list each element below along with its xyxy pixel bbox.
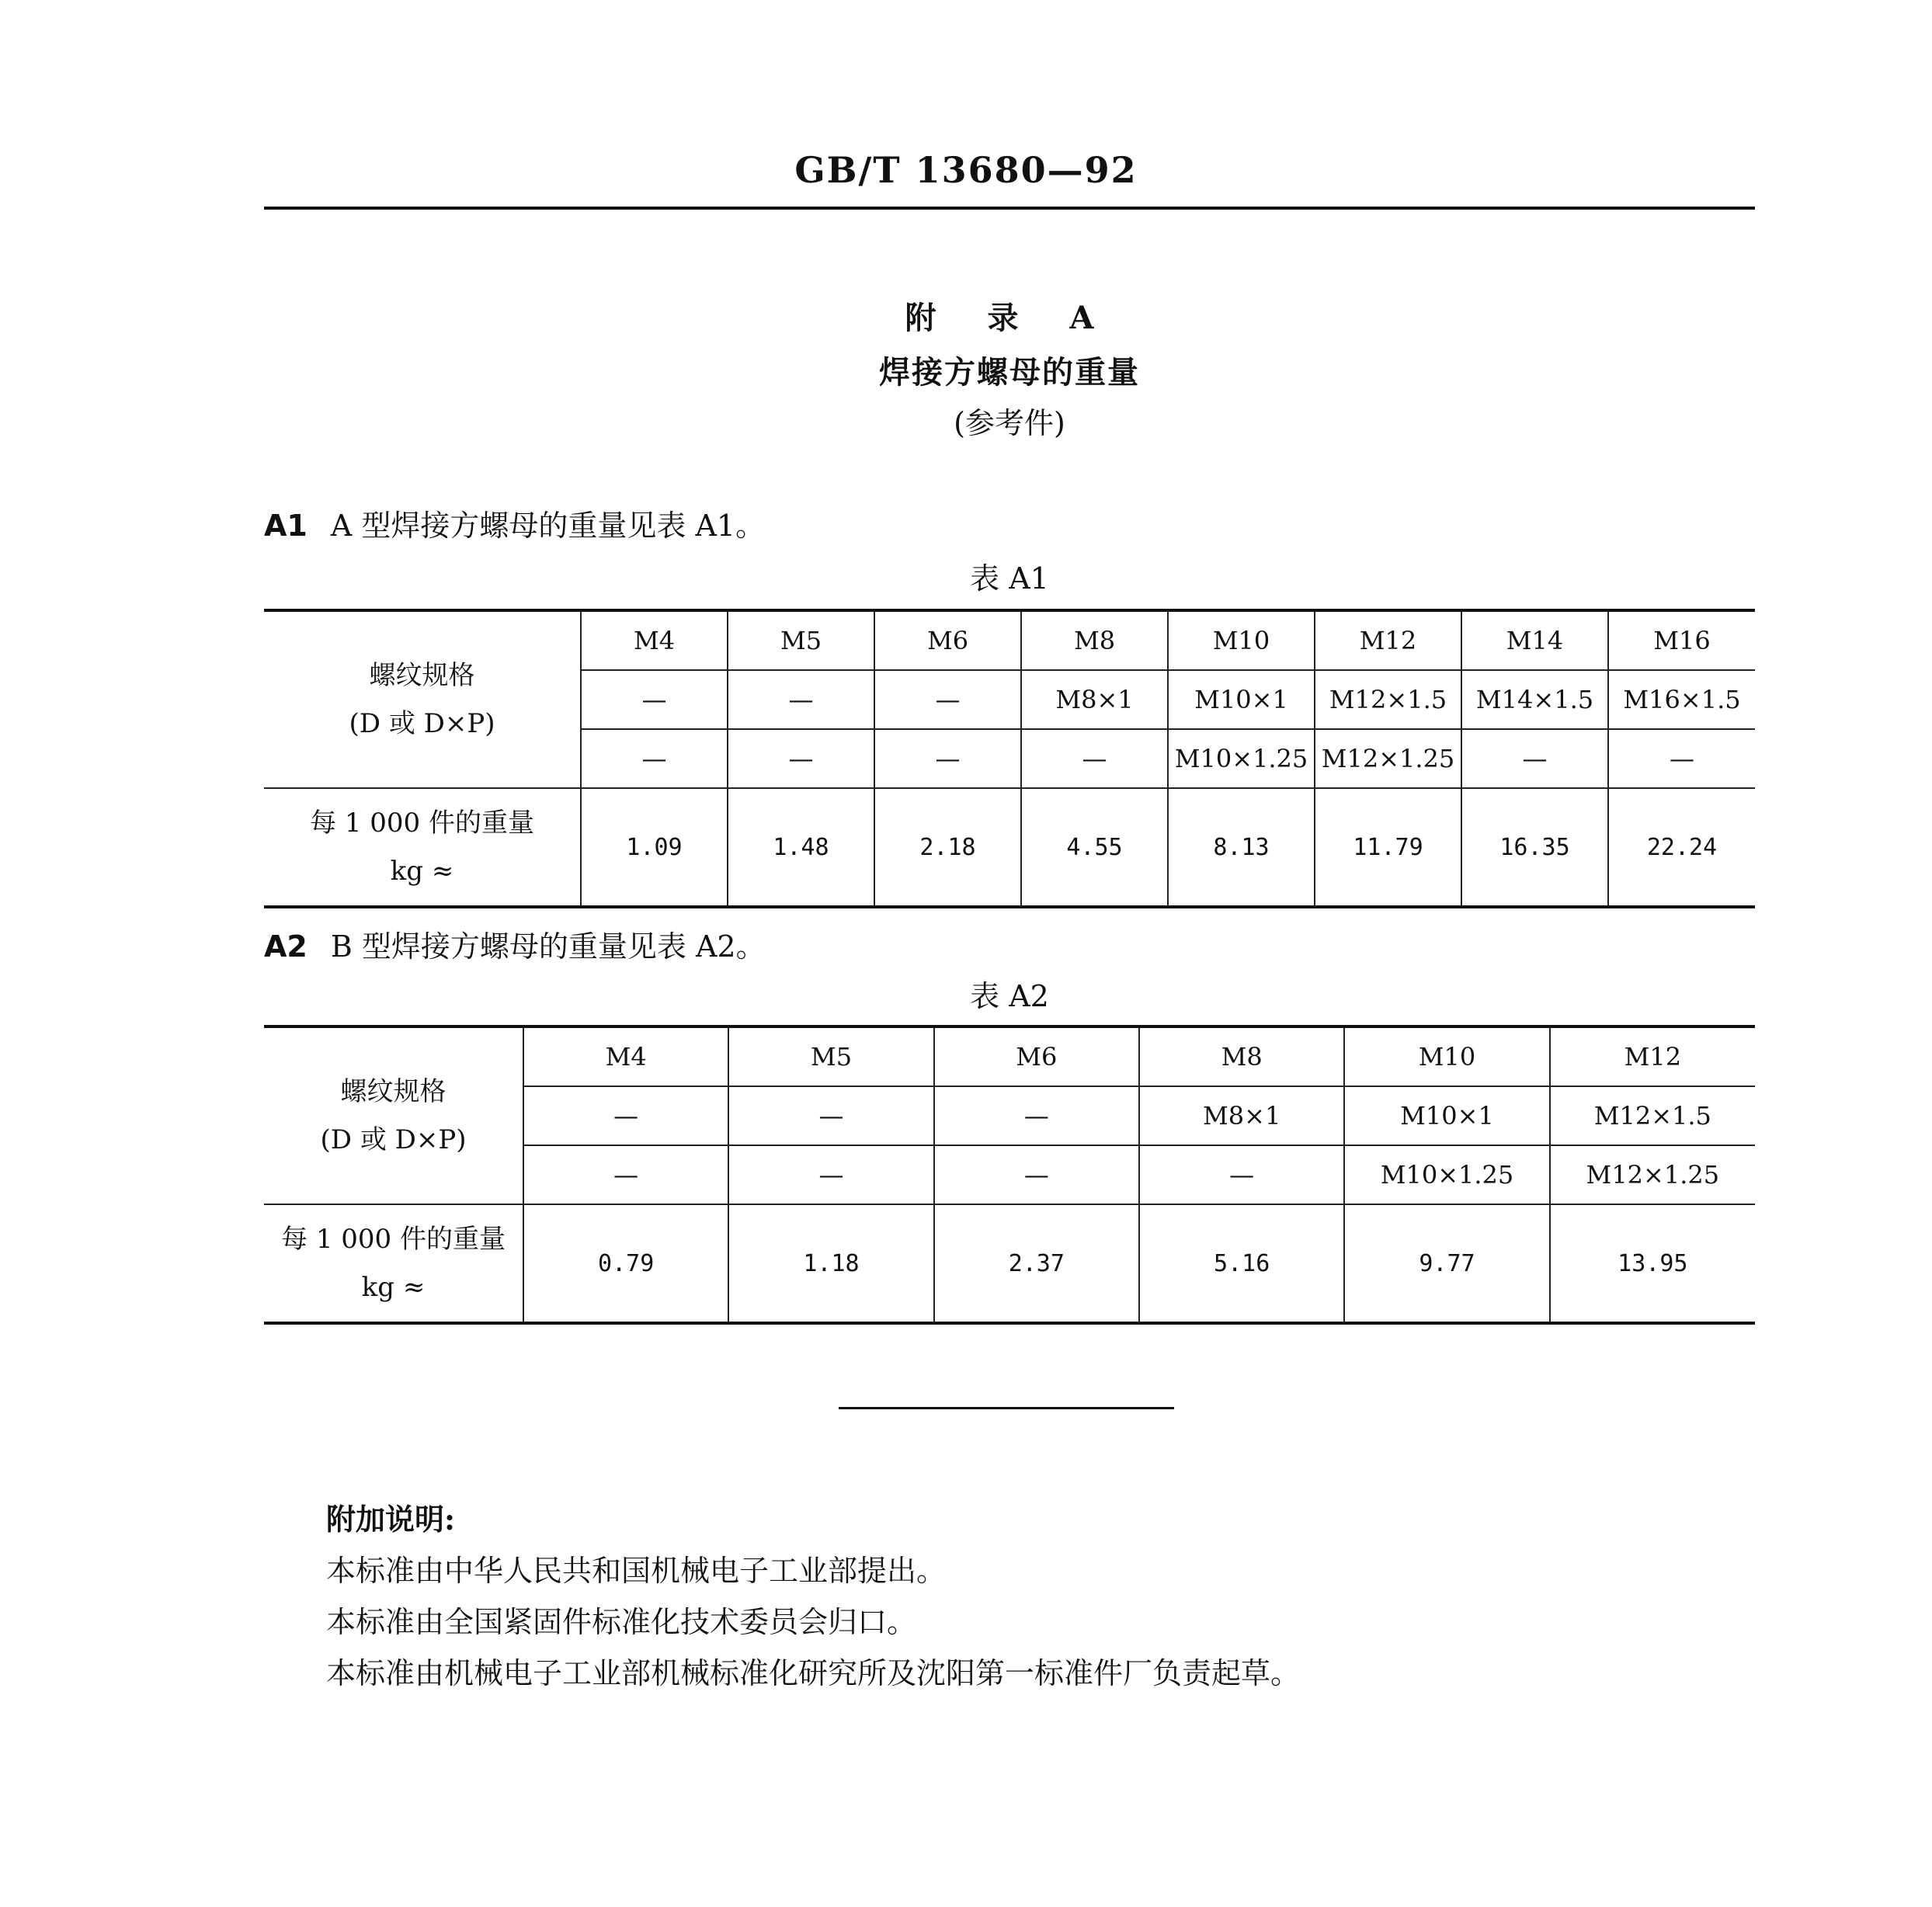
- table-cell: —: [1461, 729, 1608, 788]
- additional-notes: [326, 1494, 1300, 1699]
- table-a2: [264, 1025, 1755, 1325]
- table-row: [264, 788, 1755, 907]
- header-rule: [264, 207, 1755, 210]
- table-cell: —: [728, 1145, 933, 1204]
- section-text: A 型焊接方螺母的重量见表 A1。: [330, 509, 766, 543]
- weight-label: 每 1 000 件的重量 kg ≈: [264, 788, 581, 907]
- table-cell: M12×1.5: [1550, 1086, 1755, 1145]
- table-cell: M6: [874, 610, 1021, 670]
- table-cell: 2.37: [934, 1204, 1139, 1323]
- table-cell: M12×1.25: [1550, 1145, 1755, 1204]
- table-cell: 13.95: [1550, 1204, 1755, 1323]
- table-cell: M10: [1344, 1026, 1549, 1086]
- table-row: [264, 1204, 1755, 1323]
- table-cell: —: [1608, 729, 1755, 788]
- document-code: GB/T 13680—92: [794, 149, 1138, 191]
- weight-label: 每 1 000 件的重量 kg ≈: [264, 1204, 523, 1323]
- notes-line: 本标准由全国紧固件标准化技术委员会归口。: [326, 1605, 917, 1639]
- table-cell: 0.79: [523, 1204, 728, 1323]
- table-cell: M14×1.5: [1461, 670, 1608, 729]
- table-cell: M16: [1608, 610, 1755, 670]
- table-cell: M12×1.25: [1315, 729, 1461, 788]
- table-cell: M8×1: [1139, 1086, 1344, 1145]
- table-cell: —: [523, 1145, 728, 1204]
- table-a1-caption: 表 A1: [970, 561, 1049, 596]
- table-cell: M10×1.25: [1168, 729, 1315, 788]
- end-rule: [839, 1407, 1174, 1409]
- table-a2-caption: 表 A2: [970, 979, 1049, 1013]
- appendix-note: (参考件): [954, 406, 1065, 440]
- table-cell: M16×1.5: [1608, 670, 1755, 729]
- section-number: A1: [264, 509, 308, 543]
- notes-line: 本标准由中华人民共和国机械电子工业部提出。: [326, 1554, 947, 1588]
- table-cell: M8: [1139, 1026, 1344, 1086]
- spec-label: 螺纹规格 (D 或 D×P): [264, 610, 581, 788]
- table-cell: —: [581, 729, 728, 788]
- table-cell: 9.77: [1344, 1204, 1549, 1323]
- table-a1: [264, 609, 1755, 908]
- table-cell: M14: [1461, 610, 1608, 670]
- table-cell: M10×1: [1344, 1086, 1549, 1145]
- table-cell: 1.09: [581, 788, 728, 907]
- table-cell: M5: [728, 610, 874, 670]
- section-a1-heading: [264, 502, 765, 544]
- table-cell: —: [934, 1086, 1139, 1145]
- table-cell: 11.79: [1315, 788, 1461, 907]
- table-row: [264, 1026, 1755, 1086]
- table-cell: —: [728, 729, 874, 788]
- table-cell: M8: [1021, 610, 1168, 670]
- table-cell: 22.24: [1608, 788, 1755, 907]
- table-cell: M5: [728, 1026, 933, 1086]
- table-cell: —: [523, 1086, 728, 1145]
- section-a2-heading: [264, 922, 766, 965]
- notes-line: 本标准由机械电子工业部机械标准化研究所及沈阳第一标准件厂负责起草。: [326, 1656, 1301, 1690]
- table-cell: M12: [1550, 1026, 1755, 1086]
- table-cell: M10×1.25: [1344, 1145, 1549, 1204]
- table-cell: —: [581, 670, 728, 729]
- appendix-subtitle: 焊接方螺母的重量: [879, 354, 1140, 391]
- table-cell: 4.55: [1021, 788, 1168, 907]
- spec-label: 螺纹规格 (D 或 D×P): [264, 1026, 523, 1204]
- table-cell: 8.13: [1168, 788, 1315, 907]
- table-cell: —: [874, 670, 1021, 729]
- section-number: A2: [264, 929, 308, 964]
- notes-title: 附加说明:: [326, 1502, 456, 1537]
- table-cell: —: [874, 729, 1021, 788]
- table-cell: 1.48: [728, 788, 874, 907]
- table-cell: —: [728, 670, 874, 729]
- table-cell: 5.16: [1139, 1204, 1344, 1323]
- table-cell: M12: [1315, 610, 1461, 670]
- table-cell: M10: [1168, 610, 1315, 670]
- table-cell: 1.18: [728, 1204, 933, 1323]
- table-cell: M4: [581, 610, 728, 670]
- appendix-title: 附 录 A: [905, 300, 1114, 336]
- table-cell: —: [728, 1086, 933, 1145]
- table-cell: —: [934, 1145, 1139, 1204]
- table-cell: M8×1: [1021, 670, 1168, 729]
- section-text: B 型焊接方螺母的重量见表 A2。: [330, 929, 766, 964]
- table-cell: M12×1.5: [1315, 670, 1461, 729]
- table-cell: M6: [934, 1026, 1139, 1086]
- table-cell: —: [1021, 729, 1168, 788]
- table-cell: 16.35: [1461, 788, 1608, 907]
- table-cell: M4: [523, 1026, 728, 1086]
- table-row: [264, 610, 1755, 670]
- table-cell: 2.18: [874, 788, 1021, 907]
- table-cell: M10×1: [1168, 670, 1315, 729]
- table-cell: —: [1139, 1145, 1344, 1204]
